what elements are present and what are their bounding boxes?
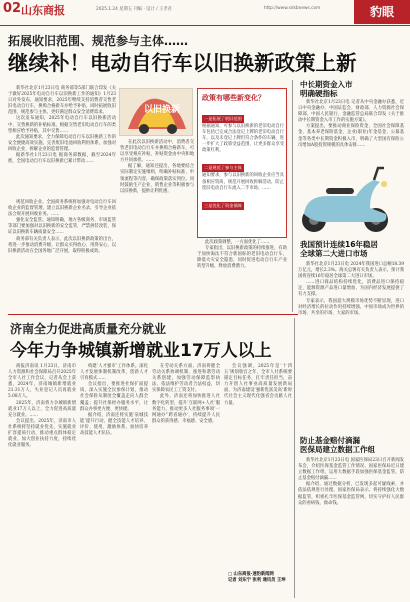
paragraph: 会议指出，要推进社保扩面提质，深入实施全民参保计划，推动社会保险从制度全覆盖走向人群全覆盖；提升社保经办服务水平，让群众办事更方便、更快捷。 xyxy=(80,382,148,412)
paragraph: 新华社北京1月23日电 国家医保局23日召开新闻发布会，介绍医保基金监管工作情况。国家医保局近日建立数据工作组，运用大数据手段加强医保基金监管，防止基金赔付滴漏…… xyxy=(298,458,404,482)
side3-body xyxy=(298,458,404,507)
story2-kicker: 济南全力促进高质量充分就业 xyxy=(10,322,167,336)
paragraph: 2025年，济南将力争城镇新增就业17万人以上，全力促进高质量充分就业。…… xyxy=(8,400,76,418)
inset-title: 政策有哪些新变化？ xyxy=(202,94,265,102)
paragraph: 这次发布通知，2025年电动自行车以旧换新活动中，交售换新的补贴标准，根据交售老旧电动自行车的类型相应给予补贴，其中交售…… xyxy=(8,116,116,134)
story2-headline[interactable]: 今年力争城镇新增就业17万人以上 xyxy=(10,341,272,361)
paper-name: 山东商报 xyxy=(21,4,65,17)
paragraph: 会议提出，2025年，济南市人社系统将坚持就业优先，实施就业扩容提质行动，推动重点群体稳定就业，加大创业扶持力度，持续优化就业服务。 xyxy=(8,418,76,449)
paragraph: 专家指出，以旧换新政策的持续推进，有助于加快淘汰不符合新国标的老旧电动自行车，降低火灾安全隐患，同时促进电动自行车产业转型升级，释放消费潜力。 xyxy=(197,246,287,270)
story1-headline[interactable]: 继续补！电动自行车以旧换新政策上新 xyxy=(8,51,357,75)
story1-mid-column xyxy=(120,140,194,195)
paragraph: 方案提出，要推动商业保险资金、全国社会保障基金、基本养老保险基金、企业(职业)年金基金、公募基金等各类中长期资金积极入市，明确了大型国有保险公司增加A股投资规模的具体安排…… xyxy=(298,124,404,148)
side2-title[interactable]: 我国预计连续16年稳居 全球第二大进口市场 xyxy=(300,240,378,258)
side3-title[interactable]: 防止基金赔付滴漏 医保局建立数据工作组 xyxy=(300,436,375,454)
paragraph: 商报济南讯 1月23日，济南市人力资源和社会保障局召开2025年全市人社工作会议，记者从会上获悉，2024年，济南城镇新增就业21.31万人，失业登记人员再就业5.08万人。 xyxy=(8,364,76,400)
inset-subhead-3: 三是优化了资金保障 xyxy=(204,202,242,208)
side1-title[interactable]: 中长期资金入市 明确硬指标 xyxy=(300,80,353,98)
date-line: 2025.1.24 星期五 刊编 · 设计 / 王孝君 xyxy=(96,7,172,12)
inset-subhead-2: 二是规范了参与主体 xyxy=(204,165,242,171)
photo-caption: 以旧换新 xyxy=(144,105,181,115)
paragraph: 据介绍，济南还将实施‘泉城技能’提升行动，健全技能人才培养、评价、使用、激励体系，加快培养高技能人才队伍。 xyxy=(80,412,148,437)
section-brand: 豹眼 xyxy=(354,0,410,24)
paragraph: 新华社北京1月23日电 记者从中央金融办获悉，近日中央金融办、中国证监会、财政部、人力资源社会保障部、中国人民银行、金融监管总局联合印发《关于推动中长期资金入市工作的实施方案》。 xyxy=(298,100,404,124)
site-url[interactable]: http://www.sdsbnews.com xyxy=(264,6,321,11)
paragraph: 强化安全监管。通知明确，地方各级商务、市场监管等部门要加强对以旧换新的安全监管，严禁拼装改装，保证以旧换新车辆质量安全…… xyxy=(8,218,116,236)
story2-byline: □ 山东商报·速豹新闻网 记者 刘东宁 张利 通讯员 王坤 xyxy=(228,572,286,583)
story2-col3 xyxy=(152,364,220,425)
paragraph: ……进口商品结构持续优化，消费品进口保持稳定，能源资源产品进口量增加，为国内经济发展提供了有力支撑。 xyxy=(298,280,404,298)
side1-body xyxy=(298,100,404,149)
side2-body xyxy=(298,262,404,317)
paragraph: 在劳动关系方面，济南将健全劳动关系协调机制，推进和谐劳动关系创建，加强劳动保障监察执法，依法维护劳动者合法权益，切实保障农民工工资支付。 xyxy=(152,364,220,394)
page-number: 02 xyxy=(3,1,22,16)
scooter-illustration xyxy=(290,162,398,236)
story1-lead-column-b xyxy=(8,200,116,255)
policy-inset-box xyxy=(197,88,287,238)
paragraph: 专家表示，我国超大规模市场优势不断显现，进口对经济增长的拉动作用持续增强，中国市场成为世界的市场、共享的市场、大家的市场。 xyxy=(298,298,404,316)
paragraph: 此次通知要求，全力保障电动自行车以旧换新工作的安全便捷高效实施。完善废旧电池回收利用体系，加强对回收企业、拆解企业的监督管理。 xyxy=(8,134,116,152)
scooter-icon xyxy=(290,162,398,236)
paragraph: 会议强调，2025年是‘十四五’规划收官之年，全市人社系统要锚定目标任务，扛牢责任担当，奋力开创人社事业高质量发展新局面，为济南建设‘强新优富美高’新时代社会主义现代化强省会贡献人社力量。 xyxy=(224,364,292,406)
story1-right-column xyxy=(197,240,287,270)
paragraph: 商务部有关负责人表示，此次以旧换新政策的出台，将进一步推动消费升级，让群众买得放心、用得安心，以旧换新活动在全国各地广泛开展，取得积极成效。 xyxy=(8,236,116,254)
paragraph: 规范回收企业。全国商务系统将加强对电动自行车回收企业的监督管理，建立以旧换新企业名录，引导企业依法合规开展回收业务。…… xyxy=(8,200,116,218)
paragraph: 据介绍，通过数据分析，已发现多起可疑线索，并依法依规进行处理。国家医保局表示，将持续强化大数据监管，织密扎牢医保基金监管网，切实守护好人民群众的看病钱、救命钱。 xyxy=(298,482,404,506)
paragraph: 构建‘人才强市’工作体系。深化人才发展体制机制改革，创新人才引育模式…… xyxy=(80,364,148,382)
paragraph: 新华社北京1月23日电 商务部等5部门联合印发《关于做好2025年电动自行车以旧换新工作的通知》1月23日对外发布，通知要求，2025年继续支持消费者交售老旧电动自行车，换购合格新车并给予补贴，同时拓展收旧范围、规范参与主体，更好满足群众安全消费需求。 xyxy=(8,86,116,116)
column-divider-lower xyxy=(294,318,295,598)
story2-col2 xyxy=(80,364,148,437)
story1-illustration xyxy=(119,88,193,136)
paragraph: 在此次以旧换新活动中，消费者交售老旧电动自行车并换购合格新车，可以享受相应补贴，补贴资金由中央和地方共同承担。…… xyxy=(120,140,194,164)
paragraph: 据了解，通知还提出，各地要结合实际制定实施细则，明确补贴标准、申领流程等内容，确保政策落实到位。同时鼓励生产企业、销售企业等积极参与以旧换新，提供让利优惠。 xyxy=(120,164,194,194)
inset-content xyxy=(202,105,284,211)
story2-col1 xyxy=(8,364,76,449)
section-divider xyxy=(8,314,298,315)
paragraph: 此外，济南还将加快推进人社数字化转型，提升‘互联网+人社’服务能力，推动更多人社服务事项‘一网通办’‘跨省通办’，持续提升人民群众的获得感、幸福感、安全感。 xyxy=(152,394,220,424)
paragraph: 据新华社1月23日电 据商务部数据，截至2024年底，全国电动自行车以旧换新已累计带动…… xyxy=(8,153,116,165)
paragraph: 此次政策调整，一方面优化了…… xyxy=(205,240,270,245)
column-divider xyxy=(292,80,293,312)
paragraph: 通知要求，参与以旧换新的回收企业应当具备相应资质，规范开展回收拆解活动，防止废旧电动自行车流入二手市场；…… xyxy=(202,173,284,191)
paragraph: 新华社北京1月23日电 2024年我国进口总额18.39万亿元，增长2.3%。海关总署有关负责人表示，预计我国将连续16年稳居全球第二大进口市场。 xyxy=(298,262,404,280)
story2-col4 xyxy=(224,364,292,407)
paragraph: 根据通知，可参与以旧换新的老旧电动自行车包括已完成合法登记上牌的老旧电动自行车，以及未登记上牌但符合条件的车辆，进一步扩大了政策受益范围，让更多群众享受政策红利。 xyxy=(202,124,284,154)
inset-subhead-1: 一是拓展了收旧范围 xyxy=(204,116,242,121)
story1-lead-column xyxy=(8,86,116,165)
story1-kicker: 拓展收旧范围、规范参与主体…… xyxy=(8,34,189,48)
